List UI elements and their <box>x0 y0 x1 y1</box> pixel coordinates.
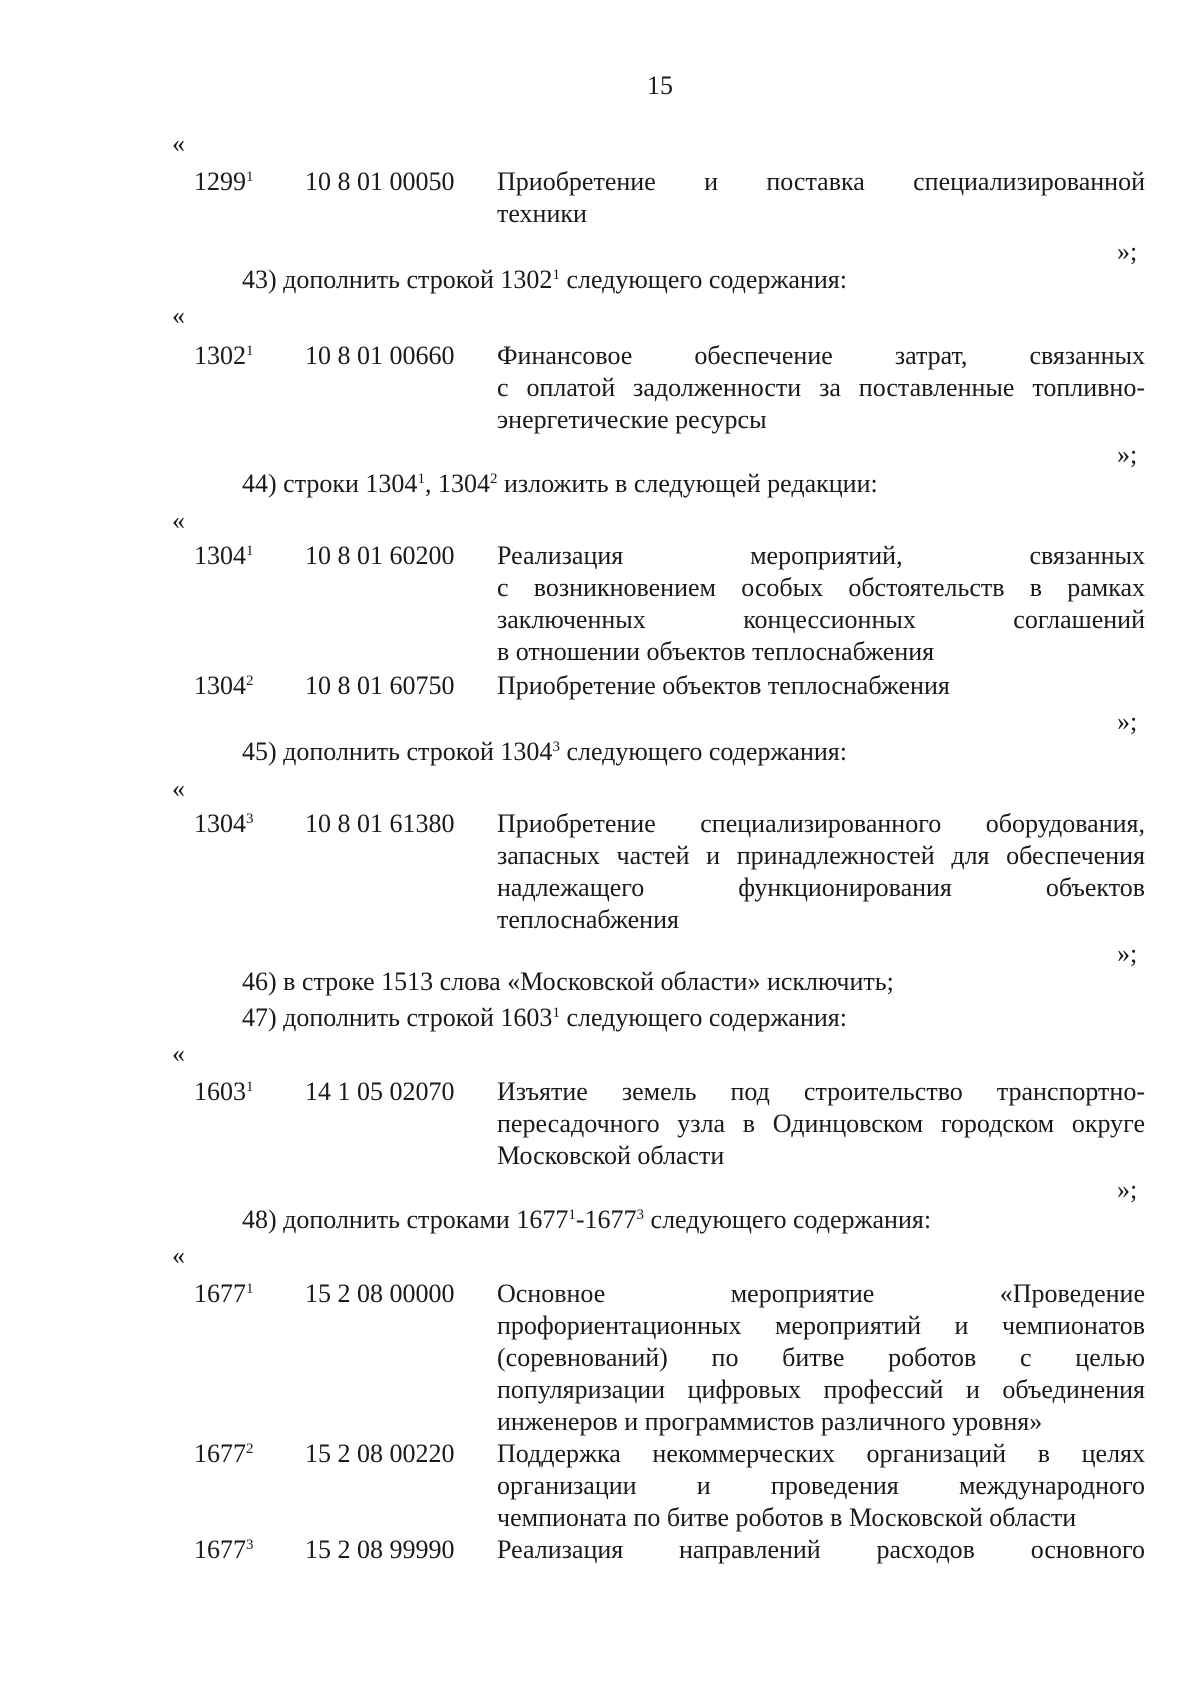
open-quote: « <box>172 129 185 158</box>
close-quote: »; <box>1117 237 1138 266</box>
amendment-instruction-43: 43) дополнить строкой 1302$^1$ следующего содержания: <box>242 265 847 294</box>
amendment-instruction-47: 47) дополнить строкой 1603$^1$ следующего содержания: <box>242 1003 847 1032</box>
open-quote: « <box>172 301 185 330</box>
row-number: 1677$^2$ <box>194 1439 254 1468</box>
row-code: 15 2 08 99990 <box>305 1535 455 1564</box>
row-code: 10 8 01 61380 <box>305 809 455 838</box>
row-description: Реализация мероприятий, связанных с возникновением особых обстоятельств в рамках заключенных концессионных соглашений в отношении объектов теплоснабжения <box>497 541 1145 666</box>
open-quote: « <box>172 774 185 803</box>
row-code: 14 1 05 02070 <box>305 1077 455 1106</box>
amendment-instruction-45: 45) дополнить строкой 1304$^3$ следующего содержания: <box>242 737 847 766</box>
row-number: 1304$^3$ <box>194 809 254 838</box>
page-number: 15 <box>647 71 673 100</box>
row-number: 1299$^1$ <box>194 167 254 196</box>
row-code: 10 8 01 00050 <box>305 167 455 196</box>
row-number: 1302$^1$ <box>194 341 254 370</box>
row-number: 1304$^1$ <box>194 541 254 570</box>
close-quote: »; <box>1117 440 1138 469</box>
close-quote: »; <box>1117 707 1138 736</box>
open-quote: « <box>172 506 185 535</box>
amendment-instruction-48: 48) дополнить строками 1677$^1$-1677$^3$ следующего содержания: <box>242 1205 932 1234</box>
row-description: Приобретение объектов теплоснабжения <box>497 671 950 700</box>
row-code: 10 8 01 60200 <box>305 541 455 570</box>
row-description: Финансовое обеспечение затрат, связанных с оплатой задолженности за поставленные топливно- энергетические ресурсы <box>497 341 1145 434</box>
row-code: 15 2 08 00000 <box>305 1279 455 1308</box>
close-quote: »; <box>1117 1175 1138 1204</box>
open-quote: « <box>172 1039 185 1068</box>
row-description: Реализация направлений расходов основного <box>497 1535 1145 1564</box>
row-number: 1603$^1$ <box>194 1077 254 1106</box>
close-quote: »; <box>1117 939 1138 968</box>
row-description: Изъятие земель под строительство транспортно- пересадочного узла в Одинцовском городском округе Московской области <box>497 1077 1145 1170</box>
row-number: 1304$^2$ <box>194 671 254 700</box>
row-code: 10 8 01 60750 <box>305 671 455 700</box>
row-number: 1677$^3$ <box>194 1535 254 1564</box>
row-code: 15 2 08 00220 <box>305 1439 455 1468</box>
row-description: Поддержка некоммерческих организаций в целях организации и проведения международного чемпионата по битве роботов в Московской области <box>497 1439 1145 1532</box>
amendment-instruction-46: 46) в строке 1513 слова «Московской области» исключить; <box>242 967 894 996</box>
row-code: 10 8 01 00660 <box>305 341 455 370</box>
row-description: Основное мероприятие «Проведение профориентационных мероприятий и чемпионатов (соревнований) по битве роботов с целью популяризации цифровых профессий и объединения инженеров и программистов различного уровня» <box>497 1279 1145 1436</box>
row-description: Приобретение и поставка специализированной техники <box>497 167 1145 228</box>
amendment-instruction-44: 44) строки 1304$^1$, 1304$^2$ изложить в следующей редакции: <box>242 469 878 498</box>
open-quote: « <box>172 1241 185 1270</box>
row-description: Приобретение специализированного оборудования, запасных частей и принадлежностей для обеспечения надлежащего функционирования объектов теплоснабжения <box>497 809 1145 934</box>
row-number: 1677$^1$ <box>194 1279 254 1308</box>
